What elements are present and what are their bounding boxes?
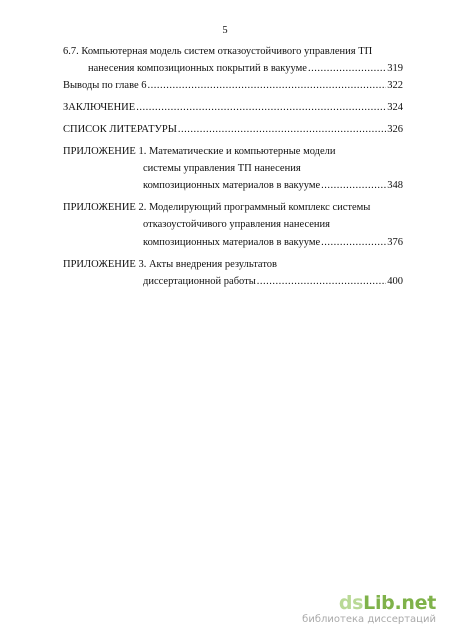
toc-page-number: 400 bbox=[387, 276, 403, 287]
logo-part-lib: Lib.net bbox=[363, 592, 436, 614]
toc-appendix-3-title: ПРИЛОЖЕНИЕ 3. Акты внедрения результатов bbox=[63, 259, 277, 270]
watermark bbox=[302, 593, 436, 626]
dot-leader bbox=[321, 179, 386, 192]
toc-entry-text: ЗАКЛЮЧЕНИЕ bbox=[63, 102, 136, 113]
toc-entry-text: композиционных материалов в вакууме bbox=[143, 237, 321, 248]
toc-appendix-1-title: ПРИЛОЖЕНИЕ 1. Математические и компьютерные модели bbox=[63, 146, 336, 157]
toc-page-number: 319 bbox=[387, 63, 403, 74]
toc-entry-appendix-2[interactable] bbox=[143, 236, 403, 249]
page-number: 5 bbox=[222, 25, 228, 36]
toc-entry-conclusions-ch6[interactable] bbox=[63, 79, 403, 92]
toc-page-number: 324 bbox=[387, 102, 403, 113]
toc-entry-text: СПИСОК ЛИТЕРАТУРЫ bbox=[63, 124, 177, 135]
dot-leader bbox=[257, 275, 386, 288]
toc-appendix-2-line-2: отказоустойчивого управления нанесения bbox=[143, 219, 330, 230]
toc-page-number: 376 bbox=[387, 237, 403, 248]
toc-entry-6-7[interactable] bbox=[88, 62, 403, 75]
toc-entry-appendix-3[interactable] bbox=[143, 275, 403, 288]
toc-page-number: 322 bbox=[387, 80, 403, 91]
dot-leader bbox=[321, 236, 386, 249]
dot-leader bbox=[136, 101, 386, 114]
toc-entry-references[interactable] bbox=[63, 123, 403, 136]
dot-leader bbox=[178, 123, 386, 136]
dot-leader bbox=[148, 79, 387, 92]
dslib-logo bbox=[302, 593, 436, 613]
toc-entry-text: Выводы по главе 6 bbox=[63, 80, 147, 91]
toc-entry-appendix-1[interactable] bbox=[143, 179, 403, 192]
toc-page-number: 348 bbox=[387, 180, 403, 191]
watermark-subtitle: библиотека диссертаций bbox=[302, 614, 436, 625]
dot-leader bbox=[308, 62, 386, 75]
toc-appendix-1-line-2: системы управления ТП нанесения bbox=[143, 163, 301, 174]
toc-appendix-2-title: ПРИЛОЖЕНИЕ 2. Моделирующий программный комплекс системы bbox=[63, 202, 371, 213]
toc-entry-text: композиционных материалов в вакууме bbox=[143, 180, 321, 191]
toc-entry-conclusion[interactable] bbox=[63, 101, 403, 114]
toc-entry-text: диссертационной работы bbox=[143, 276, 256, 287]
logo-part-ds: ds bbox=[338, 592, 364, 614]
toc-page-number: 326 bbox=[387, 124, 403, 135]
toc-entry-text: нанесения композиционных покрытий в вакууме bbox=[88, 63, 307, 74]
toc-line-6-7-title: 6.7. Компьютерная модель систем отказоустойчивого управления ТП bbox=[63, 46, 373, 57]
